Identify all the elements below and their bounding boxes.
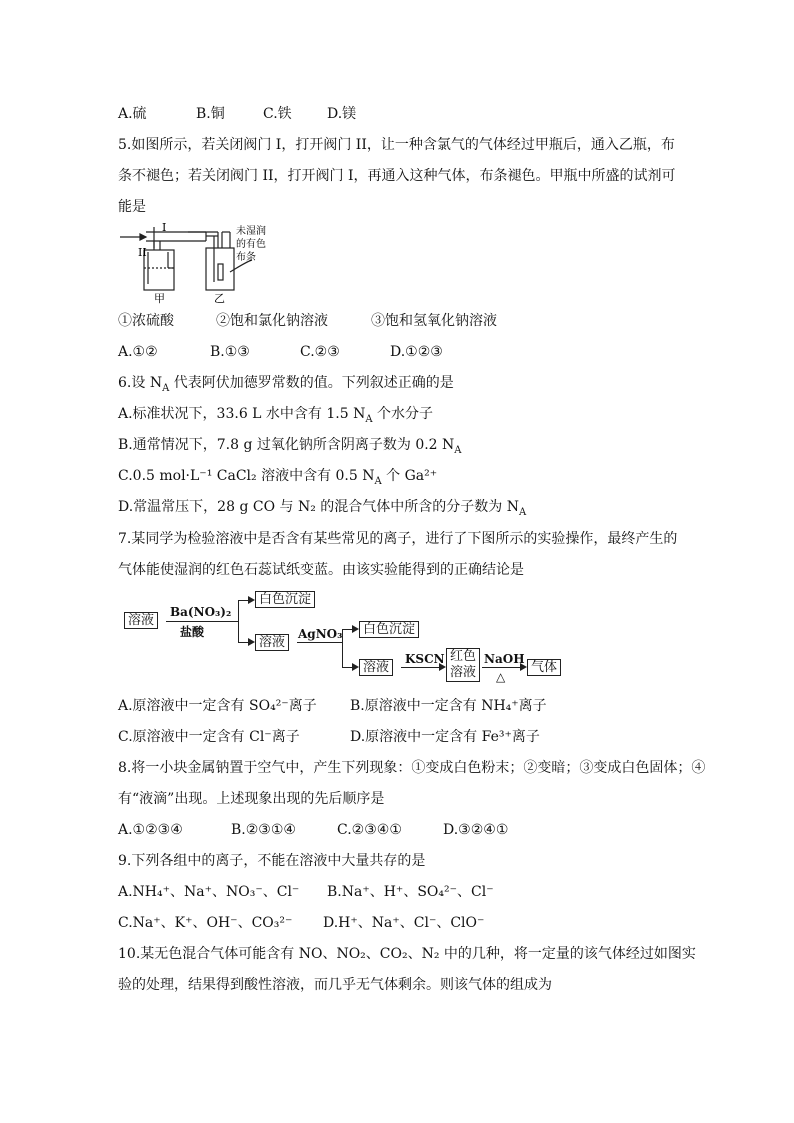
q8-stem-line2: 有“液滴”出现。上述现象出现的先后顺序是 [118, 791, 385, 807]
flow-line [297, 642, 342, 643]
q7-option-d: D.原溶液中一定含有 Fe³⁺离子 [350, 729, 540, 745]
q5-option-b: B.①③ [210, 344, 250, 360]
q10-stem-line1: 10.某无色混合气体可能含有 NO、NO₂、CO₂、N₂ 中的几种，将一定量的该气体经过如图实 [118, 946, 696, 962]
cloth-note-1: 未湿润 [236, 226, 266, 237]
q8-stem-line1: 8.将一小块金属钠置于空气中，产生下列现象：①变成白色粉末；②变暗；③变成白色固体；④ [118, 760, 706, 776]
q5-item-1: ①浓硫酸 [118, 313, 174, 329]
q4-option-c: C.铁 [263, 106, 292, 122]
flow-line [401, 667, 441, 668]
flow-gas-box: 气体 [527, 659, 561, 676]
q7-option-b: B.原溶液中一定含有 NH₄⁺离子 [350, 698, 547, 714]
q5-apparatus-figure [118, 222, 288, 304]
cloth-note-3: 布条 [236, 252, 256, 263]
apparatus-drawing [118, 222, 288, 304]
flow-red-solution-box [446, 648, 480, 682]
bottle-yi-label: 乙 [214, 292, 225, 304]
q7-stem-line1: 7.某同学为检验溶液中是否含有某些常见的离子，进行了下图所示的实验操作，最终产生的 [118, 531, 678, 547]
q7-option-a: A.原溶液中一定含有 SO₄²⁻离子 [118, 698, 317, 714]
flow-solution-box-2: 溶液 [255, 634, 289, 651]
valve-i-label: I [162, 222, 167, 234]
q4-option-d: D.镁 [327, 106, 357, 122]
flow-precipitate-2: 白色沉淀 [359, 621, 419, 638]
flow-line [482, 667, 522, 668]
flow-precipitate-1: 白色沉淀 [255, 591, 315, 608]
flow-line [342, 629, 343, 667]
q7-flowchart [118, 585, 578, 685]
flow-reagent-naoh: NaOH [484, 652, 525, 666]
flow-arrowhead [352, 663, 359, 671]
flow-reagent-agno3: AgNO₃ [298, 627, 343, 641]
q5-stem-line2: 条不褪色；若关闭阀门 II，打开阀门 I，再通入这种气体，布条褪色。甲瓶中所盛的试剂可 [118, 168, 676, 184]
q5-item-2: ②饱和氯化钠溶液 [216, 313, 328, 329]
q5-stem-line3: 能是 [118, 199, 146, 215]
valve-ii-label: II [138, 246, 147, 259]
flow-arrowhead [248, 596, 255, 604]
flow-reagent-ba: Ba(NO₃)₂ [170, 605, 232, 619]
q6-option-b: B.通常情况下，7.8 g 过氧化钠所含阴离子数为 0.2 $N_A$ [118, 437, 462, 456]
q6-option-d: D.常温常压下，28 g CO 与 N₂ 的混合气体中所含的分子数为 $N_A$ [118, 499, 527, 518]
q6-stem: 6.设 $N_A$ 代表阿伏加德罗常数的值。下列叙述正确的是 [118, 375, 454, 394]
flow-solution-box-3: 溶液 [359, 659, 393, 676]
flow-red-solution-line1: 红色 [450, 649, 477, 664]
flow-line [238, 600, 239, 642]
q10-stem-line2: 验的处理，结果得到酸性溶液，而几乎无气体剩余。则该气体的组成为 [118, 977, 552, 993]
q9-stem: 9.下列各组中的离子，不能在溶液中大量共存的是 [118, 853, 426, 869]
q9-option-b: B.Na⁺、H⁺、SO₄²⁻、Cl⁻ [327, 884, 494, 900]
q5-option-c: C.②③ [300, 344, 340, 360]
flow-reagent-hcl: 盐酸 [180, 625, 205, 639]
flow-arrowhead [352, 625, 359, 633]
q8-option-c: C.②③④① [337, 822, 402, 838]
q5-item-3: ③饱和氢氧化钠溶液 [371, 313, 497, 329]
flow-line [166, 621, 238, 622]
flow-red-solution-line2: 溶液 [450, 665, 477, 680]
bottle-jia-label: 甲 [154, 292, 165, 304]
flow-reagent-kscn: KSCN [405, 652, 445, 666]
flow-heat-symbol: △ [496, 670, 506, 684]
q6-option-c: C.0.5 mol·L⁻¹ CaCl₂ 溶液中含有 0.5 $N_A$ 个 Ga²⁺ [118, 468, 438, 487]
q8-option-d: D.③②④① [443, 822, 509, 838]
q9-option-d: D.H⁺、Na⁺、Cl⁻、ClO⁻ [323, 915, 485, 931]
q4-option-a: A.硫 [118, 106, 147, 122]
q4-option-b: B.铜 [196, 106, 225, 122]
flow-solution-box-1: 溶液 [124, 612, 158, 629]
q9-option-c: C.Na⁺、K⁺、OH⁻、CO₃²⁻ [118, 915, 293, 931]
q7-option-c: C.原溶液中一定含有 Cl⁻离子 [118, 729, 300, 745]
q6-option-a: A.标准状况下，33.6 L 水中含有 1.5 $N_A$ 个水分子 [118, 406, 434, 425]
q7-stem-line2: 气体能使湿润的红色石蕊试纸变蓝。由该实验能得到的正确结论是 [118, 562, 524, 578]
q5-stem-line1: 5.如图所示，若关闭阀门 I，打开阀门 II，让一种含氯气的气体经过甲瓶后，通入乙瓶，布 [118, 137, 675, 153]
q8-option-b: B.②③①④ [231, 822, 296, 838]
q5-option-d: D.①②③ [390, 344, 443, 360]
q8-option-a: A.①②③④ [118, 822, 183, 838]
q5-option-a: A.①② [118, 344, 158, 360]
flow-arrowhead [248, 638, 255, 646]
cloth-note-2: 的有色 [236, 239, 266, 250]
q9-option-a: A.NH₄⁺、Na⁺、NO₃⁻、Cl⁻ [118, 884, 300, 900]
